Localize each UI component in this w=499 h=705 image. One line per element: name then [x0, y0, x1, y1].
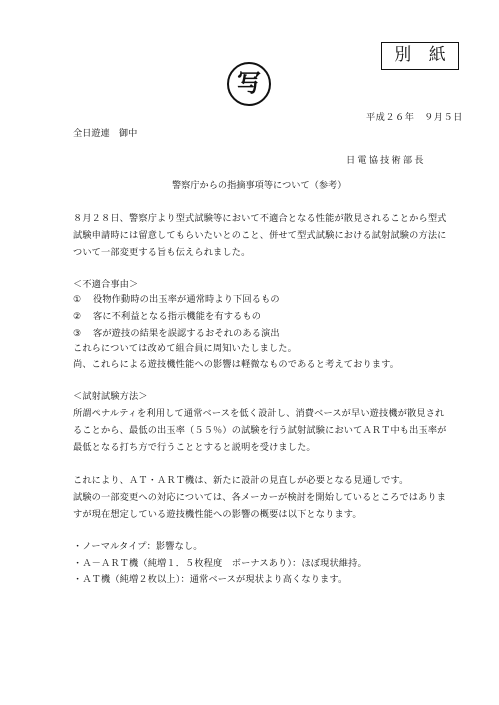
item-number: ① — [73, 294, 82, 305]
nonconformity-item — [73, 328, 280, 340]
test-method-line: ることから、最低の出玉率（５５％）の試験を行う試射試験においてＡＲＴ中も出玉率が — [73, 425, 447, 436]
item-text: 客が遊技の結果を誤認するおそれのある演出 — [93, 328, 280, 339]
attachment-label: 別 紙 — [381, 42, 459, 70]
sender: 日電協技術部長 — [346, 155, 426, 166]
recipient: 全日遊連 御中 — [73, 128, 138, 139]
nonconformity-item — [73, 311, 261, 323]
copy-seal: 写 — [227, 62, 271, 106]
intro-line: 試験申請時には留意してもらいたいとのこと、併せて型式試験における試射試験の方法に — [73, 230, 447, 241]
test-method-line: 最低となる打ち方で行うこととすると説明を受けました。 — [73, 442, 316, 453]
nonconformity-note: 尚、これらによる遊技機性能への影響は軽微なものであると考えております。 — [73, 359, 400, 370]
item-text: 役物作動時の出玉率が通常時より下回るもの — [93, 294, 280, 305]
impact-bullet: ・Ａ－ＡＲＴ機（純増１．５枚程度 ボーナスあり）：ほぼ現状維持。 — [73, 558, 367, 569]
impact-line: これにより、ＡＴ・ＡＲＴ機は、新たに設計の見直しが必要となる見通しです。 — [73, 475, 409, 486]
document-subject: 警察庁からの指摘事項等について（参考） — [172, 180, 347, 191]
nonconformity-heading: ＜不適合事由＞ — [73, 279, 139, 290]
intro-line: ついて一部変更する旨も伝えられました。 — [73, 247, 251, 258]
document-date: 平成２６年 ９月５日 — [366, 112, 463, 123]
item-number: ② — [73, 311, 82, 322]
impact-line: 試験の一部変更への対応については、各メーカーが検討を開始しているところではありま — [73, 492, 447, 503]
test-method-line: 所謂ペナルティを利用して通常ベースを低く設計し、消費ベースが早い遊技機が散見され — [73, 408, 445, 419]
impact-bullet: ・ノーマルタイプ：影響なし。 — [73, 541, 203, 552]
impact-bullet: ・ＡＴ機（純増２枚以上）：通常ベースが現状より高くなります。 — [73, 574, 348, 585]
test-method-heading: ＜試射試験方法＞ — [73, 391, 148, 402]
item-number: ③ — [73, 328, 82, 339]
nonconformity-note: これらについては改めて組合員に周知いたしました。 — [73, 343, 297, 354]
nonconformity-item — [73, 294, 280, 306]
intro-line: ８月２８日、警察庁より型式試験等において不適合となる性能が散見されることから型式 — [73, 213, 447, 224]
impact-line: すが現在想定している遊技機性能への影響の概要は以下となります。 — [73, 509, 362, 520]
item-text: 客に不利益となる指示機能を有するもの — [93, 311, 262, 322]
